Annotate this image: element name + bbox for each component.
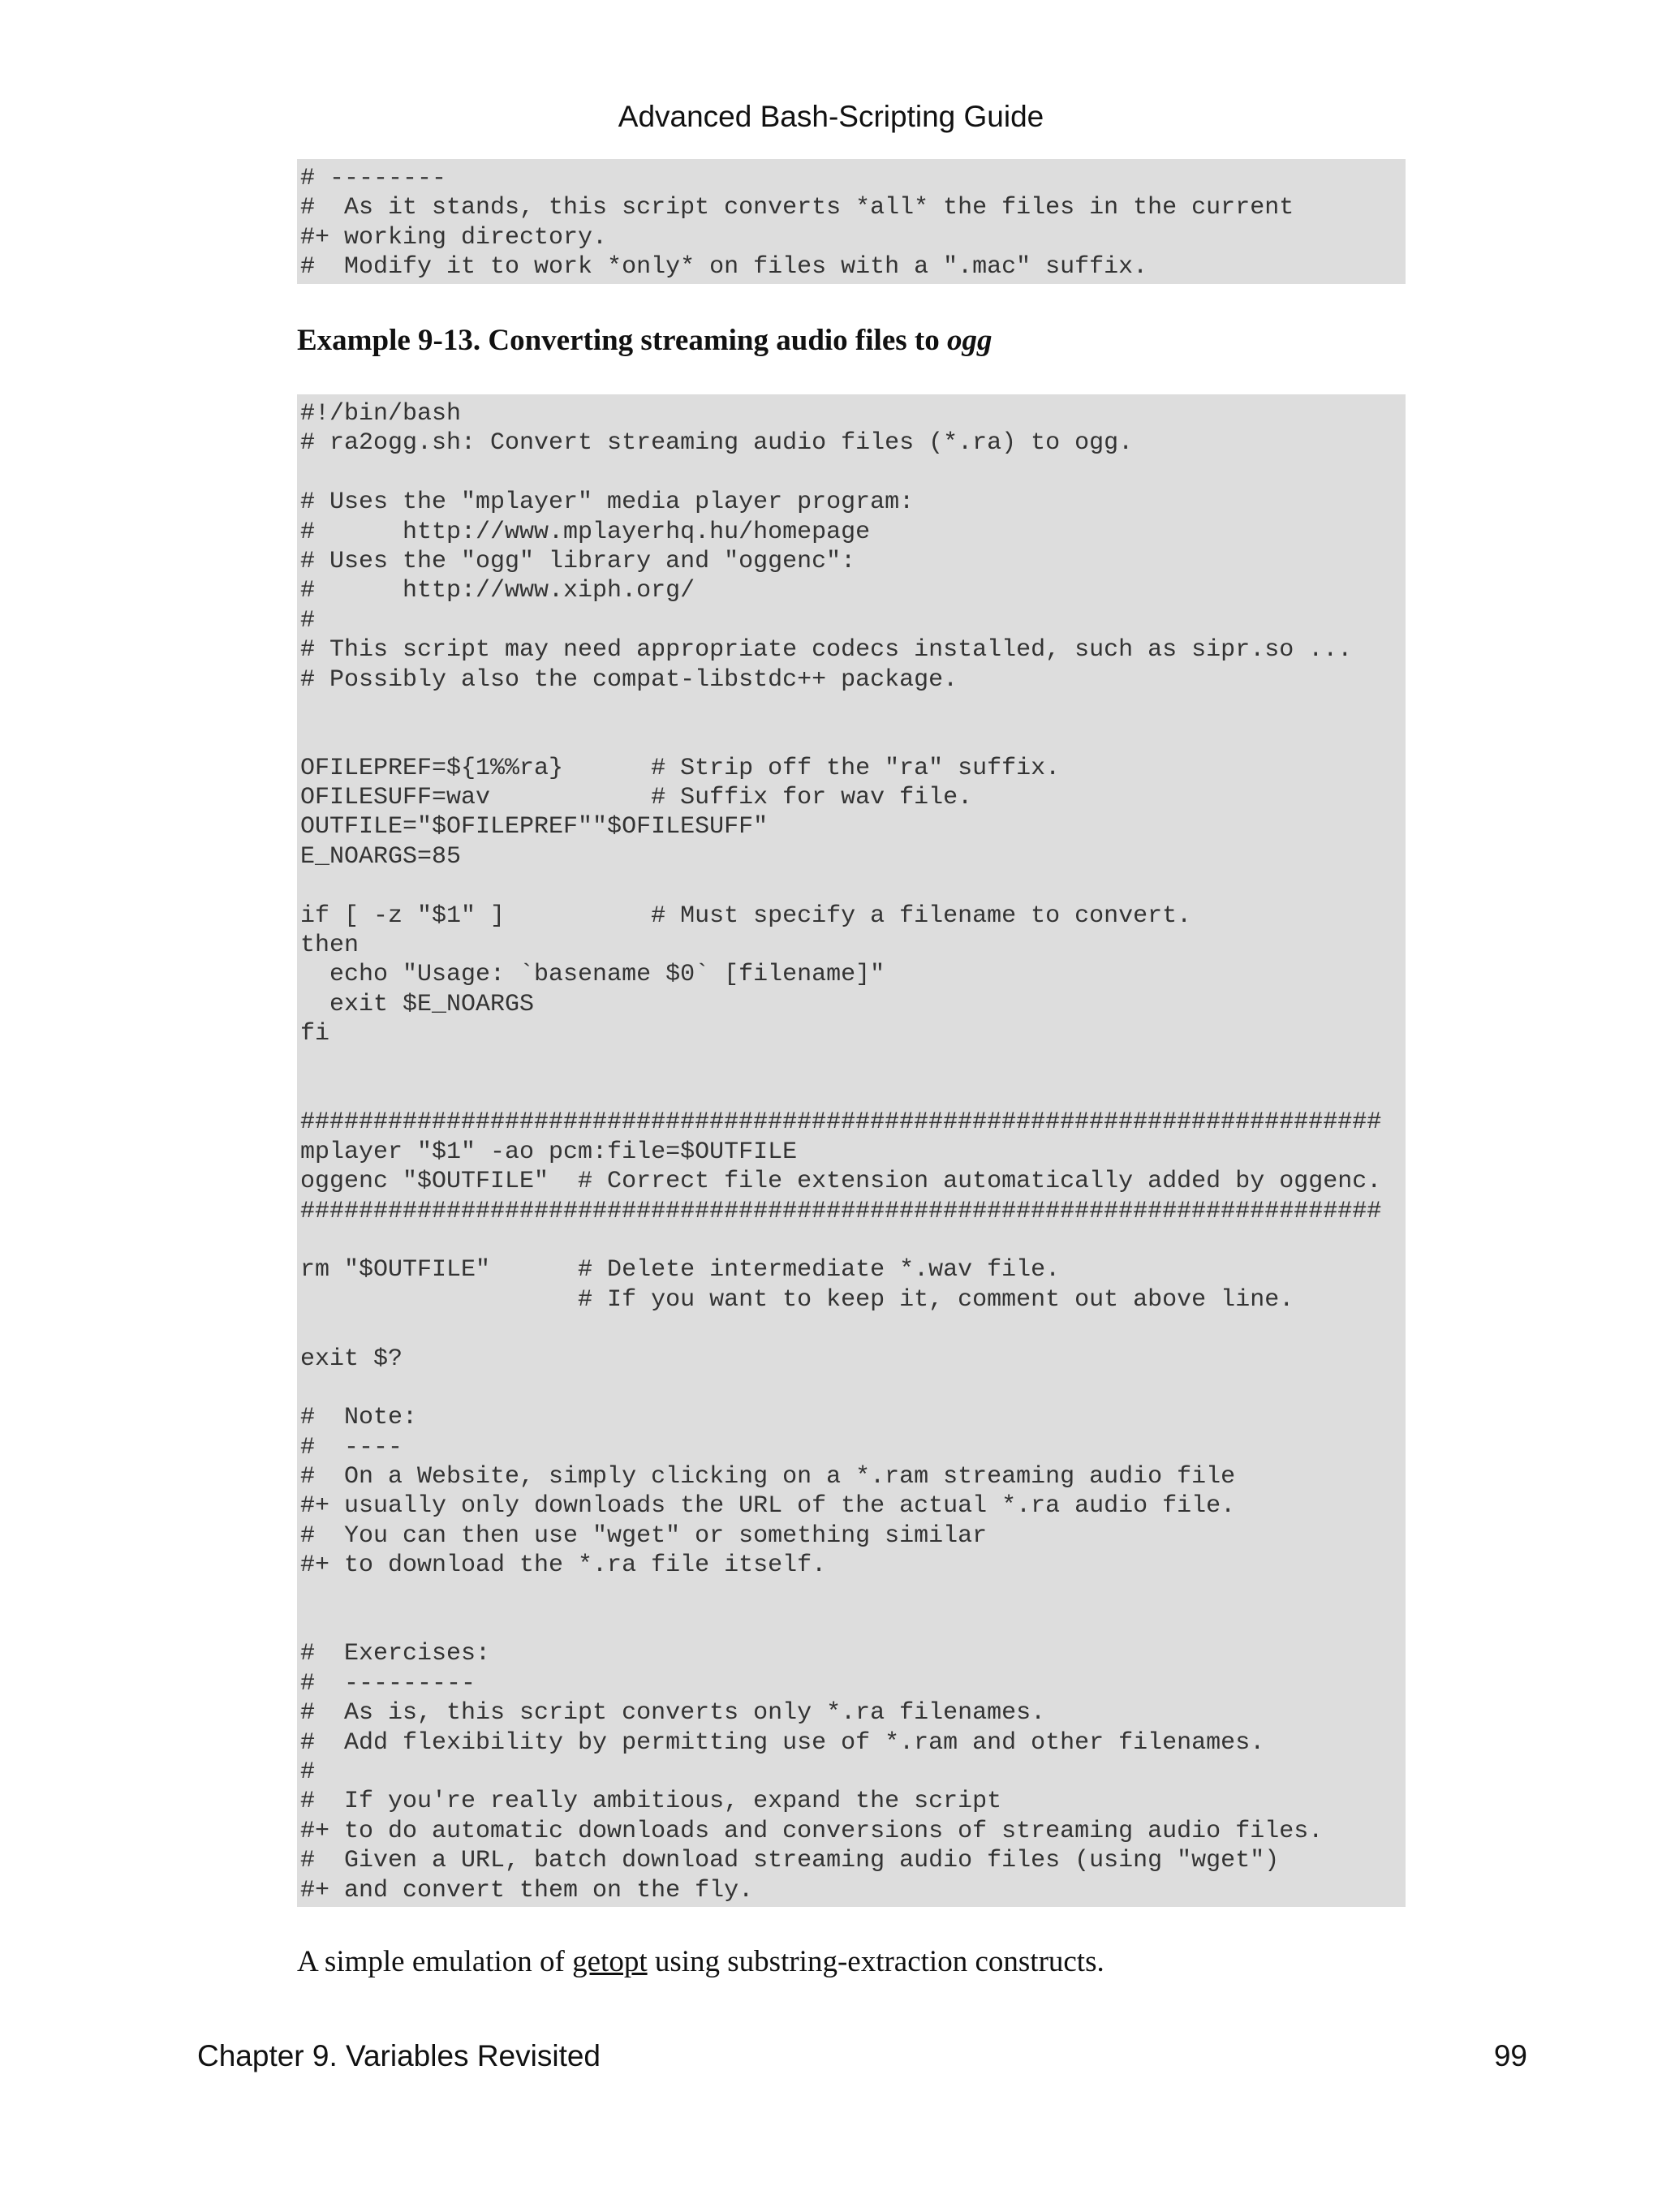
- code-line: ##########################################################################: [300, 1108, 1382, 1137]
- paragraph-text-after: using substring-extraction constructs.: [647, 1945, 1104, 1978]
- code-line: # Given a URL, batch download streaming audio files (using "wget"): [300, 1847, 1280, 1875]
- body-paragraph: [297, 1943, 1104, 1982]
- getopt-link[interactable]: getopt: [572, 1945, 648, 1978]
- code-line: # Modify it to work *only* on files with a ".mac" suffix.: [300, 253, 1148, 282]
- code-line: # On a Website, simply clicking on a *.ram streaming audio file: [300, 1463, 1236, 1491]
- code-line: # You can then use "wget" or something similar: [300, 1521, 988, 1550]
- code-line: # If you're really ambitious, expand the script: [300, 1788, 1002, 1816]
- code-line: [300, 724, 1406, 753]
- code-line: # Note:: [300, 1404, 418, 1432]
- example-title-emphasis: ogg: [946, 324, 992, 357]
- code-line: exit $E_NOARGS: [300, 990, 535, 1018]
- code-line: [300, 871, 1406, 901]
- code-line: # --------: [300, 165, 447, 192]
- code-line: [300, 1226, 1406, 1255]
- code-line: # Add flexibility by permitting use of *.ram and other filenames.: [300, 1728, 1265, 1757]
- code-line: OFILESUFF=wav # Suffix for wav file.: [300, 784, 973, 812]
- code-line: # ----: [300, 1433, 403, 1461]
- code-line: # This script may need appropriate codecs installed, such as sipr.so ...: [300, 636, 1353, 665]
- code-line: then: [300, 932, 360, 960]
- code-line: OUTFILE="$OFILEPREF""$OFILESUFF": [300, 813, 769, 841]
- code-line: [300, 1610, 1406, 1639]
- footer-chapter-title: Chapter 9. Variables Revisited: [197, 2039, 601, 2072]
- code-line: # Exercises:: [300, 1640, 491, 1668]
- code-line: # As is, this script converts only *.ra filenames.: [300, 1699, 1046, 1728]
- code-line: echo "Usage: `basename $0` [filename]": [300, 961, 885, 989]
- code-line: exit $?: [300, 1345, 403, 1373]
- code-line: [300, 695, 1406, 724]
- code-line: # http://www.mplayerhq.hu/homepage: [300, 518, 871, 546]
- code-line: E_NOARGS=85: [300, 842, 462, 871]
- code-line: # ra2ogg.sh: Convert streaming audio files (*.ra) to ogg.: [300, 429, 1134, 458]
- code-line: oggenc "$OUTFILE" # Correct file extension automatically added by oggenc.: [300, 1168, 1382, 1196]
- code-line: [300, 1315, 1406, 1344]
- code-block-exercise-note: [297, 159, 1406, 284]
- code-line: # If you want to keep it, comment out above line.: [300, 1285, 1294, 1314]
- code-line: [300, 1078, 1406, 1108]
- code-block-ra2ogg-script: [297, 394, 1406, 1907]
- code-line: if [ -z "$1" ] # Must specify a filename to convert.: [300, 902, 1192, 930]
- code-line: fi: [300, 1020, 330, 1048]
- code-line: OFILEPREF=${1%%ra} # Strip off the "ra" suffix.: [300, 754, 1061, 782]
- code-line: # Uses the "mplayer" media player program:: [300, 488, 915, 517]
- code-line: rm "$OUTFILE" # Delete intermediate *.wav file.: [300, 1256, 1061, 1285]
- code-line: #: [300, 1758, 316, 1786]
- code-line: [300, 458, 1406, 488]
- page-header-title: Advanced Bash-Scripting Guide: [618, 100, 1044, 133]
- code-line: #!/bin/bash: [300, 400, 462, 428]
- code-line: # http://www.xiph.org/: [300, 577, 695, 605]
- code-line: #+ and convert them on the fly.: [300, 1876, 754, 1904]
- code-line: #+ to download the *.ra file itself.: [300, 1551, 827, 1580]
- code-line: #+ working directory.: [300, 223, 608, 252]
- paragraph-text-before: A simple emulation of: [297, 1945, 573, 1978]
- example-title: [297, 321, 992, 360]
- code-line: [300, 1374, 1406, 1403]
- code-line: mplayer "$1" -ao pcm:file=$OUTFILE: [300, 1138, 798, 1166]
- code-line: #+ usually only downloads the URL of the actual *.ra audio file.: [300, 1492, 1236, 1521]
- code-line: #+ to do automatic downloads and conversions of streaming audio files.: [300, 1817, 1324, 1845]
- code-line: [300, 1049, 1406, 1078]
- footer-page-number: 99: [1493, 2039, 1527, 2072]
- code-line: # Uses the "ogg" library and "oggenc":: [300, 547, 856, 575]
- code-line: # Possibly also the compat-libstdc++ package.: [300, 665, 958, 694]
- code-line: # As it stands, this script converts *all* the files in the current: [300, 194, 1294, 222]
- example-title-text: Example 9-13. Converting streaming audio files to: [297, 324, 947, 357]
- code-line: ##########################################################################: [300, 1197, 1382, 1225]
- code-line: [300, 1581, 1406, 1610]
- code-line: # ---------: [300, 1669, 476, 1698]
- code-line: #: [300, 606, 316, 635]
